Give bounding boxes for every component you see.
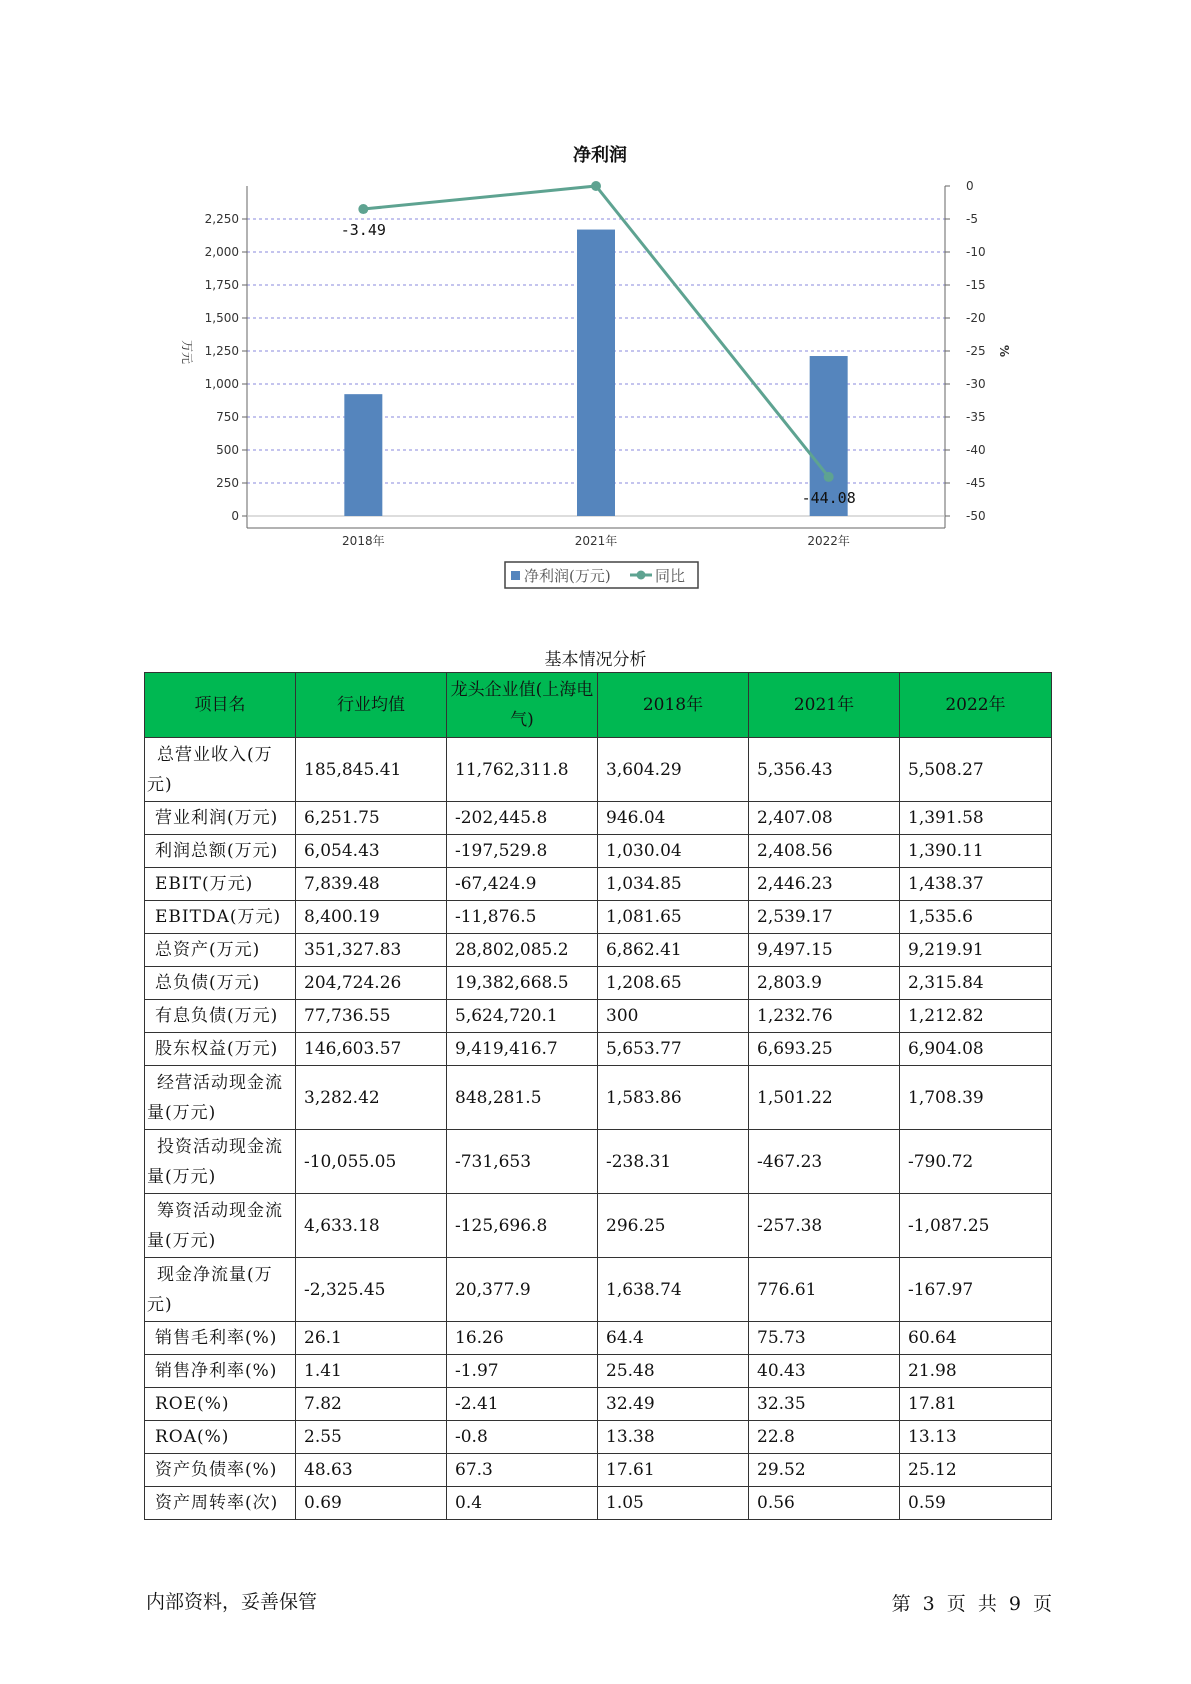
- y-tick-label: 1,000: [204, 377, 239, 391]
- chart-title: 净利润: [573, 145, 627, 166]
- header-leader-value: 龙头企业值(上海电气): [447, 673, 598, 738]
- y2-tick-label: -5: [966, 212, 978, 226]
- cell-value: 776.61: [749, 1258, 900, 1322]
- row-label: 筹资活动现金流量(万元): [145, 1194, 296, 1258]
- row-label: EBITDA(万元): [145, 901, 296, 934]
- row-label: 利润总额(万元): [145, 835, 296, 868]
- table-row: [145, 802, 1052, 835]
- cell-value: 0.69: [296, 1487, 447, 1520]
- cell-value: 300: [598, 1000, 749, 1033]
- row-label: 资产负债率(%): [145, 1454, 296, 1487]
- cell-value: 29.52: [749, 1454, 900, 1487]
- x-tick-label: 2022年: [807, 534, 850, 548]
- cell-value: 1,708.39: [900, 1066, 1052, 1130]
- table-body: [145, 738, 1052, 1520]
- cell-value: -2.41: [447, 1388, 598, 1421]
- header-industry-avg: 行业均值: [296, 673, 447, 738]
- cell-value: 32.49: [598, 1388, 749, 1421]
- header-2018: 2018年: [598, 673, 749, 738]
- bar: [344, 394, 382, 516]
- table-row: [145, 1033, 1052, 1066]
- table-row: [145, 1388, 1052, 1421]
- y2-tick-label: -25: [966, 344, 986, 358]
- cell-value: 7,839.48: [296, 868, 447, 901]
- y2-tick-label: -30: [966, 377, 986, 391]
- cell-value: 2,803.9: [749, 967, 900, 1000]
- cell-value: -731,653: [447, 1130, 598, 1194]
- chart-canvas: [0, 0, 1191, 600]
- cell-value: 77,736.55: [296, 1000, 447, 1033]
- cell-value: 48.63: [296, 1454, 447, 1487]
- cell-value: 2,539.17: [749, 901, 900, 934]
- cell-value: -2,325.45: [296, 1258, 447, 1322]
- cell-value: 11,762,311.8: [447, 738, 598, 802]
- legend-line-label: 同比: [655, 567, 686, 585]
- cell-value: 2.55: [296, 1421, 447, 1454]
- table-row: [145, 1194, 1052, 1258]
- cell-value: 22.8: [749, 1421, 900, 1454]
- cell-value: -11,876.5: [447, 901, 598, 934]
- cell-value: 1,081.65: [598, 901, 749, 934]
- cell-value: 2,407.08: [749, 802, 900, 835]
- cell-value: -202,445.8: [447, 802, 598, 835]
- row-label: 投资活动现金流量(万元): [145, 1130, 296, 1194]
- cell-value: 848,281.5: [447, 1066, 598, 1130]
- cell-value: -1,087.25: [900, 1194, 1052, 1258]
- cell-value: 3,604.29: [598, 738, 749, 802]
- cell-value: 17.61: [598, 1454, 749, 1487]
- cell-value: 296.25: [598, 1194, 749, 1258]
- footer-confidential-note: 内部资料，妥善保管: [146, 1591, 318, 1613]
- cell-value: 351,327.83: [296, 934, 447, 967]
- cell-value: 1,212.82: [900, 1000, 1052, 1033]
- cell-value: 9,497.15: [749, 934, 900, 967]
- cell-value: 1,535.6: [900, 901, 1052, 934]
- cell-value: 6,904.08: [900, 1033, 1052, 1066]
- y2-tick-label: -10: [966, 245, 986, 259]
- y2-tick-label: -15: [966, 278, 986, 292]
- cell-value: 64.4: [598, 1322, 749, 1355]
- row-label: 资产周转率(次): [145, 1487, 296, 1520]
- cell-value: 2,315.84: [900, 967, 1052, 1000]
- cell-value: 1.05: [598, 1487, 749, 1520]
- x-tick-label: 2021年: [574, 534, 618, 548]
- table-row: [145, 967, 1052, 1000]
- cell-value: 75.73: [749, 1322, 900, 1355]
- row-label: EBIT(万元): [145, 868, 296, 901]
- cell-value: 19,382,668.5: [447, 967, 598, 1000]
- cell-value: 6,054.43: [296, 835, 447, 868]
- cell-value: -125,696.8: [447, 1194, 598, 1258]
- y2-tick-label: -40: [966, 443, 986, 457]
- y-tick-label: 500: [216, 443, 239, 457]
- cell-value: 13.38: [598, 1421, 749, 1454]
- cell-value: -10,055.05: [296, 1130, 447, 1194]
- y-tick-label: 2,000: [204, 245, 239, 259]
- cell-value: -167.97: [900, 1258, 1052, 1322]
- cell-value: 5,356.43: [749, 738, 900, 802]
- cell-value: 13.13: [900, 1421, 1052, 1454]
- table-row: [145, 868, 1052, 901]
- row-label: ROA(%): [145, 1421, 296, 1454]
- y-tick-label: 250: [216, 476, 239, 490]
- row-label: 股东权益(万元): [145, 1033, 296, 1066]
- yoy-data-label: -3.49: [340, 221, 386, 240]
- cell-value: 5,653.77: [598, 1033, 749, 1066]
- table-row: [145, 1355, 1052, 1388]
- yoy-data-label: -44.08: [801, 488, 856, 507]
- cell-value: 9,419,416.7: [447, 1033, 598, 1066]
- cell-value: -197,529.8: [447, 835, 598, 868]
- y-tick-label: 1,500: [204, 311, 239, 325]
- table-row: [145, 901, 1052, 934]
- cell-value: 2,408.56: [749, 835, 900, 868]
- table-row: [145, 1130, 1052, 1194]
- cell-value: 1,030.04: [598, 835, 749, 868]
- cell-value: 25.12: [900, 1454, 1052, 1487]
- cell-value: 3,282.42: [296, 1066, 447, 1130]
- cell-value: 2,446.23: [749, 868, 900, 901]
- y-tick-label: 2,250: [204, 212, 239, 226]
- cell-value: 5,508.27: [900, 738, 1052, 802]
- cell-value: 32.35: [749, 1388, 900, 1421]
- cell-value: 1,638.74: [598, 1258, 749, 1322]
- cell-value: 28,802,085.2: [447, 934, 598, 967]
- cell-value: 40.43: [749, 1355, 900, 1388]
- header-item-name: 项目名: [145, 673, 296, 738]
- table-row: [145, 835, 1052, 868]
- cell-value: 0.59: [900, 1487, 1052, 1520]
- cell-value: 6,862.41: [598, 934, 749, 967]
- y2-tick-label: -20: [966, 311, 986, 325]
- y2-axis-label: %: [997, 344, 1011, 358]
- table-header-row: [145, 673, 1052, 738]
- cell-value: 6,251.75: [296, 802, 447, 835]
- cell-value: -790.72: [900, 1130, 1052, 1194]
- table-title: 基本情况分析: [544, 650, 647, 670]
- bar: [577, 230, 615, 516]
- table-row: [145, 1000, 1052, 1033]
- cell-value: -238.31: [598, 1130, 749, 1194]
- y-tick-label: 0: [231, 509, 239, 523]
- y2-tick-label: -45: [966, 476, 986, 490]
- row-label: 经营活动现金流量(万元): [145, 1066, 296, 1130]
- row-label: 销售毛利率(%): [145, 1322, 296, 1355]
- row-label: 有息负债(万元): [145, 1000, 296, 1033]
- yoy-point: [358, 204, 368, 214]
- cell-value: 1,208.65: [598, 967, 749, 1000]
- footer-page-number: 第 3 页 共 9 页: [891, 1593, 1052, 1615]
- cell-value: 1,390.11: [900, 835, 1052, 868]
- net-profit-chart: [0, 0, 1191, 600]
- table-row: [145, 738, 1052, 802]
- row-label: 现金净流量(万元): [145, 1258, 296, 1322]
- header-2021: 2021年: [749, 673, 900, 738]
- cell-value: 5,624,720.1: [447, 1000, 598, 1033]
- y2-tick-label: -35: [966, 410, 986, 424]
- header-2022: 2022年: [900, 673, 1052, 738]
- legend-bar-swatch: [511, 571, 520, 580]
- cell-value: 185,845.41: [296, 738, 447, 802]
- row-label: 营业利润(万元): [145, 802, 296, 835]
- yoy-point: [824, 472, 834, 482]
- cell-value: 4,633.18: [296, 1194, 447, 1258]
- table-row: [145, 934, 1052, 967]
- cell-value: 0.4: [447, 1487, 598, 1520]
- yoy-point: [591, 181, 601, 191]
- cell-value: 1.41: [296, 1355, 447, 1388]
- legend-bar-label: 净利润(万元): [524, 567, 611, 585]
- table-row: [145, 1258, 1052, 1322]
- row-label: 总资产(万元): [145, 934, 296, 967]
- cell-value: 60.64: [900, 1322, 1052, 1355]
- y-tick-label: 1,750: [204, 278, 239, 292]
- y-tick-label: 750: [216, 410, 239, 424]
- cell-value: 946.04: [598, 802, 749, 835]
- x-tick-label: 2018年: [342, 534, 385, 548]
- cell-value: 8,400.19: [296, 901, 447, 934]
- cell-value: 7.82: [296, 1388, 447, 1421]
- table-row: [145, 1454, 1052, 1487]
- row-label: 销售净利率(%): [145, 1355, 296, 1388]
- cell-value: 1,034.85: [598, 868, 749, 901]
- analysis-table: [144, 672, 1052, 1520]
- cell-value: -67,424.9: [447, 868, 598, 901]
- table-row: [145, 1487, 1052, 1520]
- cell-value: 9,219.91: [900, 934, 1052, 967]
- cell-value: 6,693.25: [749, 1033, 900, 1066]
- row-label: 总负债(万元): [145, 967, 296, 1000]
- row-label: 总营业收入(万元): [145, 738, 296, 802]
- cell-value: 1,391.58: [900, 802, 1052, 835]
- cell-value: 26.1: [296, 1322, 447, 1355]
- cell-value: 0.56: [749, 1487, 900, 1520]
- legend-line-marker: [637, 571, 646, 580]
- cell-value: 25.48: [598, 1355, 749, 1388]
- table-row: [145, 1421, 1052, 1454]
- y-tick-label: 1,250: [204, 344, 239, 358]
- y-axis-label: 万元: [180, 339, 194, 365]
- cell-value: 1,232.76: [749, 1000, 900, 1033]
- cell-value: 204,724.26: [296, 967, 447, 1000]
- table-row: [145, 1322, 1052, 1355]
- cell-value: 67.3: [447, 1454, 598, 1487]
- table-row: [145, 1066, 1052, 1130]
- cell-value: 1,501.22: [749, 1066, 900, 1130]
- y2-tick-label: 0: [966, 179, 974, 193]
- cell-value: 17.81: [900, 1388, 1052, 1421]
- cell-value: 21.98: [900, 1355, 1052, 1388]
- cell-value: 1,583.86: [598, 1066, 749, 1130]
- y2-tick-label: -50: [966, 509, 986, 523]
- cell-value: 146,603.57: [296, 1033, 447, 1066]
- cell-value: -1.97: [447, 1355, 598, 1388]
- cell-value: 1,438.37: [900, 868, 1052, 901]
- cell-value: 20,377.9: [447, 1258, 598, 1322]
- row-label: ROE(%): [145, 1388, 296, 1421]
- cell-value: 16.26: [447, 1322, 598, 1355]
- cell-value: -257.38: [749, 1194, 900, 1258]
- cell-value: -467.23: [749, 1130, 900, 1194]
- cell-value: -0.8: [447, 1421, 598, 1454]
